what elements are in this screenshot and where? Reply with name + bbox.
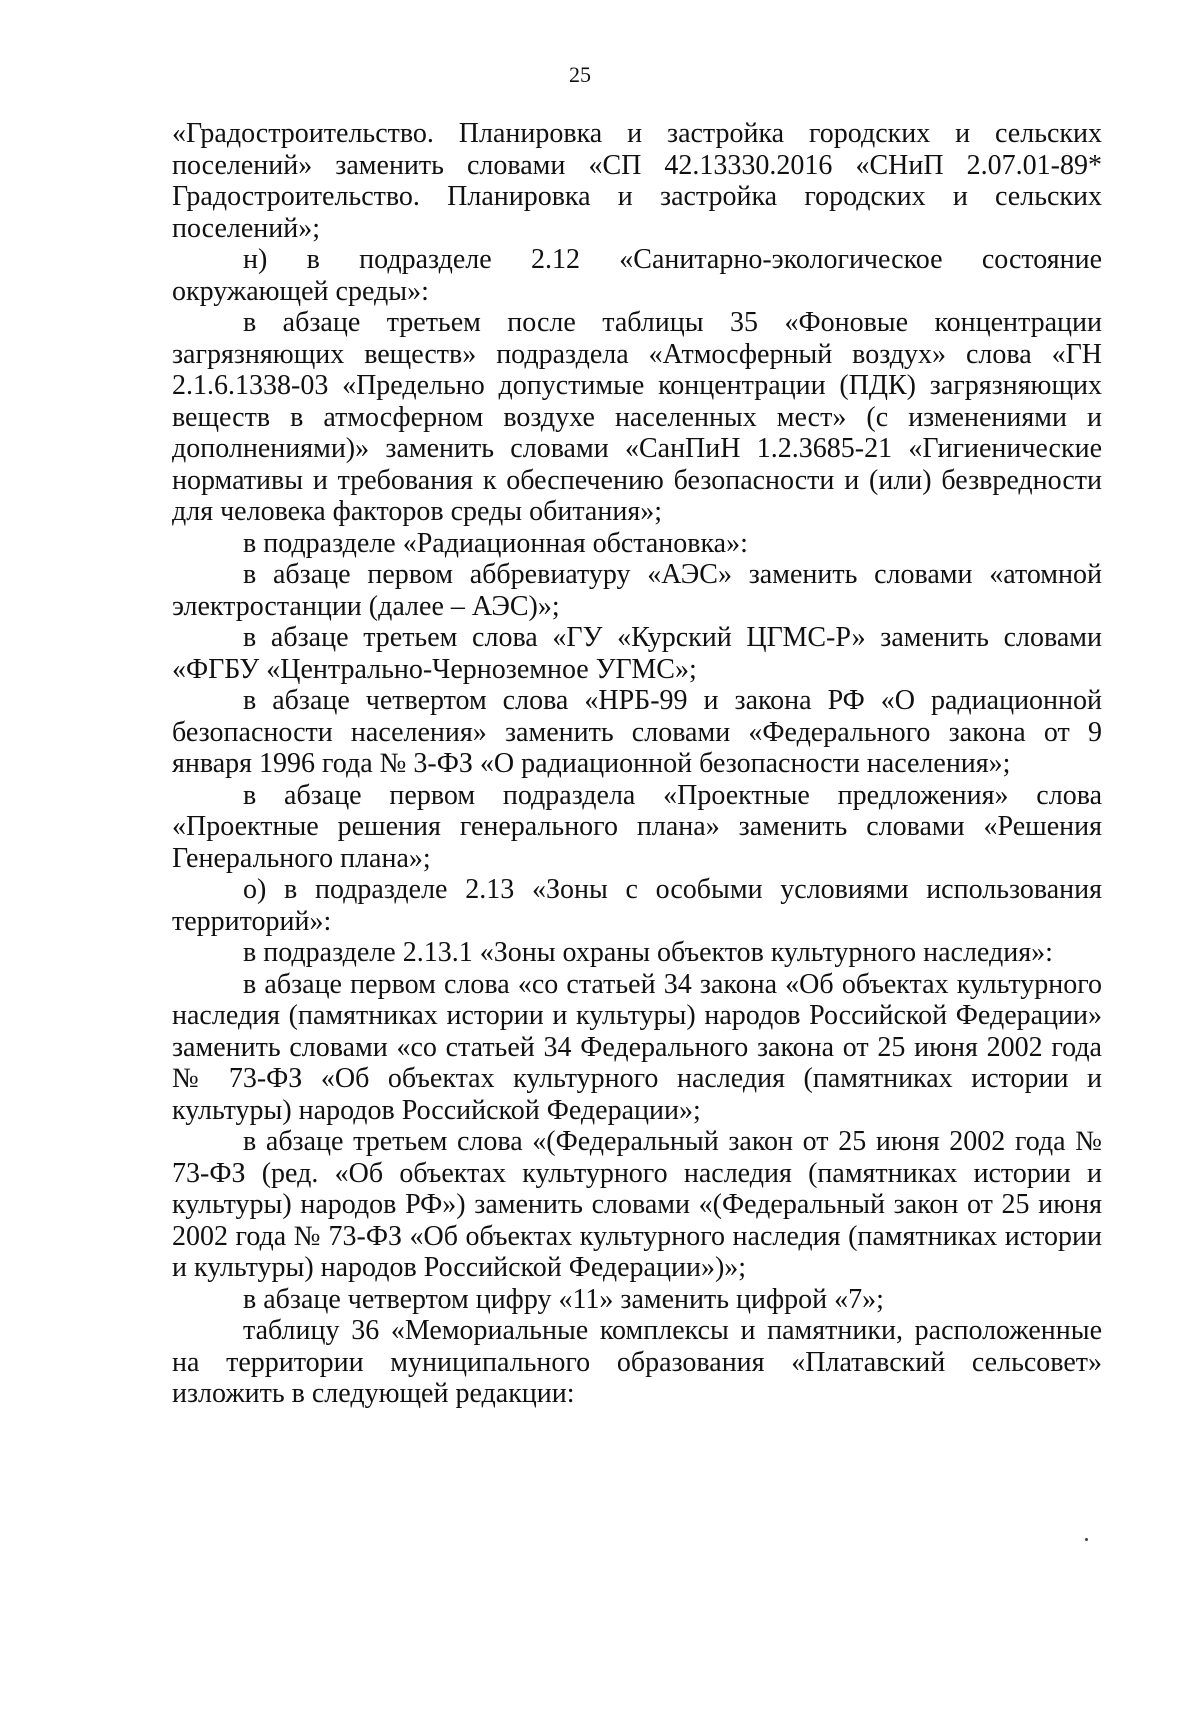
paragraph-nrb-99: в абзаце четвертом слова «НРБ-99 и закона РФ «О радиационной безопасности населения» заменить словами «Федерального закона от 9 января 1996 года № 3-ФЗ «О радиационной безопасности населения»; bbox=[172, 685, 1102, 779]
paragraph-atmosphere-amendment: в абзаце третьем после таблицы 35 «Фоновые концентрации загрязняющих веществ» подраздела «Атмосферный воздух» слова «ГН 2.1.6.1338-03 «Предельно допустимые концентрации (ПДК) загрязняющих веществ в атмосферном воздухе населенных мест» (с изменениями и дополнениями)» заменить словами «СанПиН 1.2.3685-21 «Гигиенические нормативы и требования к обеспечению безопасности и (или) безвредности для человека факторов среды обитания»; bbox=[172, 307, 1102, 527]
paragraph-heritage-third: в абзаце третьем слова «(Федеральный закон от 25 июня 2002 года № 73-ФЗ (ред. «Об объектах культурного наследия (памятниках истории и культуры) народов РФ») заменить словами «(Федеральный закон от 25 июня 2002 года № 73-ФЗ «Об объектах культурного наследия (памятниках истории и культуры) народов Российской Федерации»)»; bbox=[172, 1126, 1102, 1283]
page-number: 25 bbox=[569, 62, 591, 87]
paragraph-table-36: таблицу 36 «Мемориальные комплексы и памятники, расположенные на территории муниципального образования «Платавский сельсовет» изложить в следующей редакции: bbox=[172, 1315, 1102, 1409]
paragraph-heritage-fourth: в абзаце четвертом цифру «11» заменить цифрой «7»; bbox=[243, 1283, 884, 1315]
paragraph-npp-abbreviation: в абзаце первом аббревиатуру «АЭС» заменить словами «атомной электростанции (далее – АЭС)»; bbox=[172, 559, 1102, 622]
paragraph-heritage-subsection: в подразделе 2.13.1 «Зоны охраны объектов культурного наследия»: bbox=[243, 937, 1053, 968]
paragraph-heritage-first: в абзаце первом слова «со статьей 34 закона «Об объектах культурного наследия (памятниках истории и культуры) народов Российской Федерации» заменить словами «со статьей 34 Федерального закона от 25 июня 2002 года № 73-ФЗ «Об объектах культурного наследия (памятниках истории и культуры) народов Российской Федерации»; bbox=[172, 968, 1102, 1126]
paragraph-radiation-subsection: в подразделе «Радиационная обстановка»: bbox=[243, 527, 748, 559]
paragraph-item-o: о) в подразделе 2.13 «Зоны с особыми условиями использования территорий»: bbox=[172, 874, 1102, 937]
scan-speck bbox=[1085, 1538, 1088, 1541]
paragraph-project-proposals: в абзаце первом подраздела «Проектные предложения» слова «Проектные решения генерального плана» заменить словами «Решения Генерального плана»; bbox=[172, 779, 1102, 874]
document-body bbox=[172, 118, 1102, 1410]
paragraph-item-n: н) в подразделе 2.12 «Санитарно-экологическое состояние окружающей среды»: bbox=[172, 244, 1102, 307]
paragraph-kursk-cgms: в абзаце третьем слова «ГУ «Курский ЦГМС-Р» заменить словами «ФГБУ «Центрально-Черноземное УГМС»; bbox=[172, 622, 1102, 685]
paragraph-continuation: «Градостроительство. Планировка и застройка городских и сельских поселений» заменить словами «СП 42.13330.2016 «СНиП 2.07.01-89* Градостроительство. Планировка и застройка городских и сельских поселений»; bbox=[172, 118, 1102, 244]
